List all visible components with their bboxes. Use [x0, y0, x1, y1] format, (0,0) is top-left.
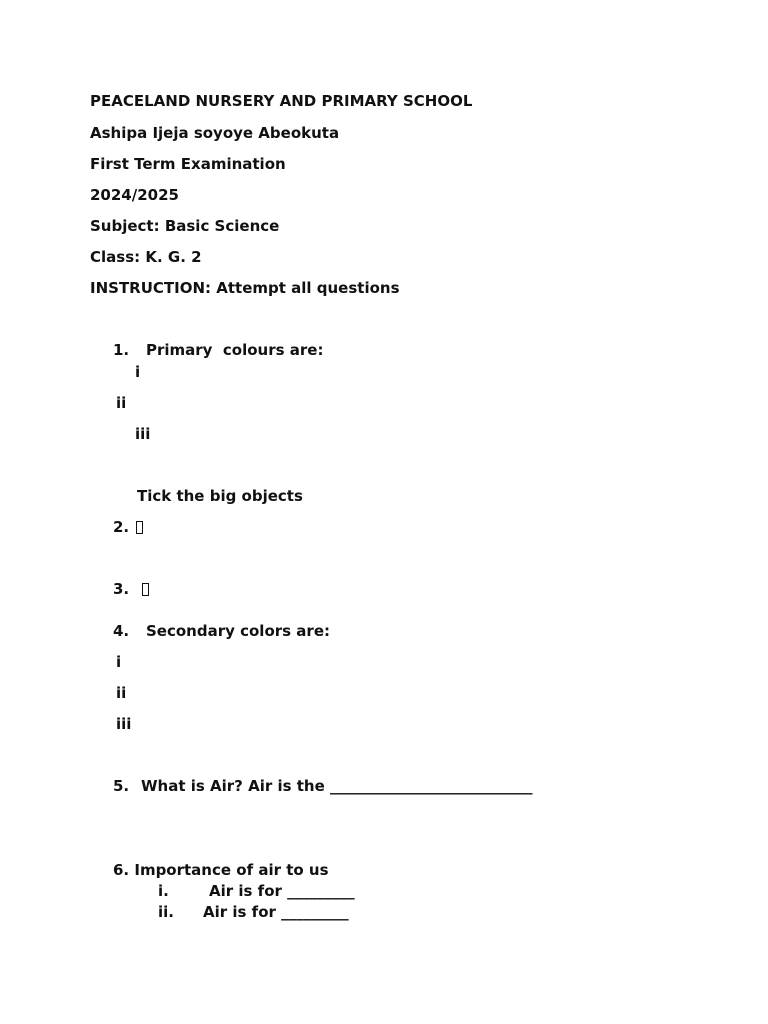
- q4-number: 4.: [113, 622, 130, 640]
- school-address: Ashipa Ijeja soyoye Abeokuta: [90, 124, 340, 142]
- q6-item-text: Air is for _________: [203, 903, 349, 921]
- tick-heading: Tick the big objects: [137, 487, 303, 505]
- missing-image-icon: [136, 521, 143, 534]
- q4-option-i: i: [116, 653, 122, 671]
- q1-text: Primary colours are:: [146, 341, 324, 359]
- q4-option-ii: ii: [116, 684, 127, 702]
- q5-number: 5.: [113, 777, 130, 795]
- q3-number: 3.: [113, 580, 130, 598]
- q6-item-marker: ii.: [158, 903, 174, 921]
- q1-option-i: i: [135, 363, 141, 381]
- exam-instruction: INSTRUCTION: Attempt all questions: [90, 279, 400, 297]
- q6-item-marker: i.: [158, 882, 169, 900]
- exam-class: Class: K. G. 2: [90, 248, 202, 266]
- school-name: PEACELAND NURSERY AND PRIMARY SCHOOL: [90, 92, 473, 110]
- q5-text: What is Air? Air is the ___________________________: [141, 777, 533, 795]
- q4-text: Secondary colors are:: [146, 622, 330, 640]
- q2-number: 2.: [113, 518, 130, 536]
- exam-session: 2024/2025: [90, 186, 179, 204]
- q1-option-iii: iii: [135, 425, 151, 443]
- exam-title: First Term Examination: [90, 155, 286, 173]
- q6-item-text: Air is for _________: [209, 882, 355, 900]
- q1-number: 1.: [113, 341, 130, 359]
- missing-image-icon: [142, 583, 149, 596]
- exam-subject: Subject: Basic Science: [90, 217, 280, 235]
- q6-text: 6. Importance of air to us: [113, 861, 329, 879]
- q1-option-ii: ii: [116, 394, 127, 412]
- q4-option-iii: iii: [116, 715, 132, 733]
